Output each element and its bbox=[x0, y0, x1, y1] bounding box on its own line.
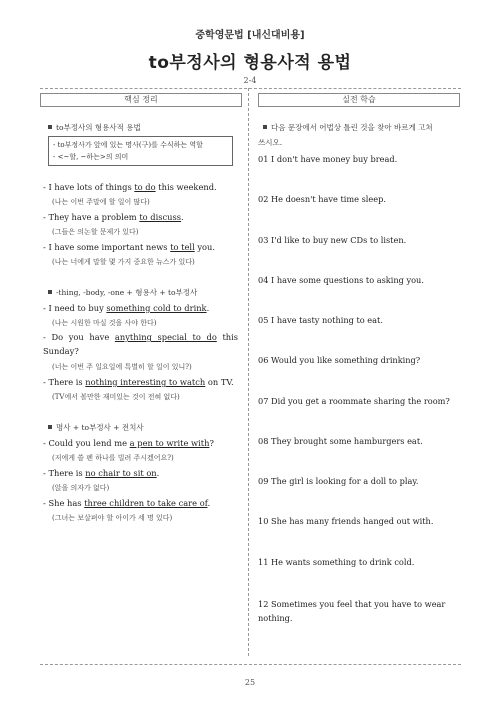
question-01: 01 I don't have money buy bread. bbox=[258, 154, 398, 164]
instruction-continued: 쓰시오. bbox=[258, 138, 283, 147]
example-text: ? bbox=[209, 438, 214, 448]
right-column-header: 실전 학습 bbox=[258, 93, 460, 107]
example-translation: (너는 이번 주 일요일에 특별히 할 일이 있니?) bbox=[52, 363, 192, 371]
section1-heading bbox=[48, 122, 141, 133]
example-sentence-continued: Sunday? bbox=[43, 346, 79, 356]
example-text: - Do you have bbox=[43, 332, 115, 342]
example-text: - There is bbox=[43, 468, 86, 478]
question-07: 07 Did you get a roommate sharing the room? bbox=[258, 396, 450, 406]
section3-heading bbox=[48, 422, 144, 433]
example-underline: three children to take care of bbox=[84, 498, 208, 508]
section3-heading-text: 명사 + to부정사 + 전치사 bbox=[56, 423, 144, 432]
left-column-header: 핵심 정리 bbox=[40, 93, 242, 107]
definition-line: - <~할, ~하는>의 의미 bbox=[53, 153, 129, 161]
top-rule bbox=[40, 88, 461, 89]
example-underline: to discuss bbox=[139, 212, 182, 222]
example-text: - I need to buy bbox=[43, 303, 107, 313]
example-sentence bbox=[43, 302, 241, 315]
example-text: . bbox=[156, 468, 160, 478]
example-translation: (앉을 의자가 없다) bbox=[52, 484, 110, 492]
example-text: - I have some important news bbox=[43, 242, 171, 252]
example-sentence bbox=[43, 376, 241, 389]
example-text: this bbox=[216, 332, 239, 342]
section2-heading bbox=[48, 287, 197, 298]
example-text: . bbox=[206, 303, 210, 313]
example-sentence bbox=[43, 331, 241, 344]
example-underline: a pen to write with bbox=[129, 438, 210, 448]
page-code: 2-4 bbox=[243, 76, 257, 85]
page-title: to부정사의 형용사적 용법 bbox=[148, 53, 352, 73]
question-02: 02 He doesn't have time sleep. bbox=[258, 194, 386, 204]
example-translation: (저에게 쓸 펜 하나를 빌려 주시겠어요?) bbox=[52, 454, 174, 462]
example-underline: to do bbox=[134, 182, 156, 192]
example-underline: nothing interesting to watch bbox=[85, 377, 206, 387]
example-translation: (나는 이번 주말에 할 일이 많다) bbox=[52, 198, 150, 206]
example-text: - Could you lend me bbox=[43, 438, 130, 448]
question-09: 09 The girl is looking for a doll to play. bbox=[258, 476, 419, 486]
question-06: 06 Would you like something drinking? bbox=[258, 355, 421, 365]
question-04: 04 I have some questions to asking you. bbox=[258, 275, 424, 285]
question-12: 12 Sometimes you feel that you have to wear bbox=[258, 599, 446, 609]
example-text: this weekend. bbox=[155, 182, 217, 192]
definition-box bbox=[48, 136, 233, 166]
bullet-square-icon bbox=[263, 125, 267, 129]
example-translation: (그들은 의논할 문제가 있다) bbox=[52, 228, 139, 236]
instruction bbox=[263, 122, 433, 133]
bullet-square-icon bbox=[48, 125, 52, 129]
example-sentence bbox=[43, 181, 241, 194]
question-08: 08 They brought some hamburgers eat. bbox=[258, 436, 423, 446]
question-11: 11 He wants something to drink cold. bbox=[258, 557, 415, 567]
example-sentence bbox=[43, 497, 241, 510]
example-sentence bbox=[43, 437, 241, 450]
example-translation: (나는 시원한 마실 것을 사야 한다) bbox=[52, 319, 157, 327]
example-text: you. bbox=[194, 242, 216, 252]
example-text: - They have a problem bbox=[43, 212, 140, 222]
section2-heading-text: -thing, -body, -one + 형용사 + to부정사 bbox=[56, 288, 198, 297]
question-12-continued: nothing. bbox=[258, 613, 293, 623]
bullet-square-icon bbox=[48, 290, 52, 294]
instruction-text: 다음 문장에서 어법상 틀린 것을 찾아 바르게 고쳐 bbox=[271, 123, 433, 132]
page-number: 25 bbox=[244, 678, 256, 687]
example-translation: (나는 너에게 말할 몇 가지 중요한 뉴스가 있다) bbox=[52, 258, 195, 266]
question-03: 03 I'd like to buy new CDs to listen. bbox=[258, 235, 407, 245]
example-sentence bbox=[43, 241, 241, 254]
section1-heading-text: to부정사의 형용사적 용법 bbox=[56, 123, 141, 132]
example-underline: anything special to do bbox=[114, 332, 217, 342]
series-label: 중학영문법 [내신대비용] bbox=[195, 30, 305, 41]
definition-line: - to부정사가 앞에 있는 명사(구)를 수식하는 역할 bbox=[53, 141, 203, 149]
example-text: - There is bbox=[43, 377, 86, 387]
example-underline: something cold to drink bbox=[106, 303, 207, 313]
example-underline: to tell bbox=[170, 242, 195, 252]
column-divider bbox=[248, 88, 249, 656]
example-underline: no chair to sit on bbox=[85, 468, 157, 478]
example-translation: (TV에서 볼만한 재미있는 것이 전혀 없다) bbox=[52, 393, 180, 401]
example-translation: (그녀는 보살펴야 할 아이가 세 명 있다) bbox=[52, 514, 173, 522]
example-sentence bbox=[43, 467, 241, 480]
question-10: 10 She has many friends hanged out with. bbox=[258, 516, 434, 526]
question-05: 05 I have tasty nothing to eat. bbox=[258, 315, 383, 325]
example-text: . bbox=[207, 498, 211, 508]
bottom-rule bbox=[40, 664, 461, 665]
bullet-square-icon bbox=[48, 425, 52, 429]
example-text: - She has bbox=[43, 498, 85, 508]
example-text: . bbox=[181, 212, 184, 222]
example-text: on TV. bbox=[205, 377, 234, 387]
example-text: - I have lots of things bbox=[43, 182, 135, 192]
example-sentence bbox=[43, 211, 241, 224]
